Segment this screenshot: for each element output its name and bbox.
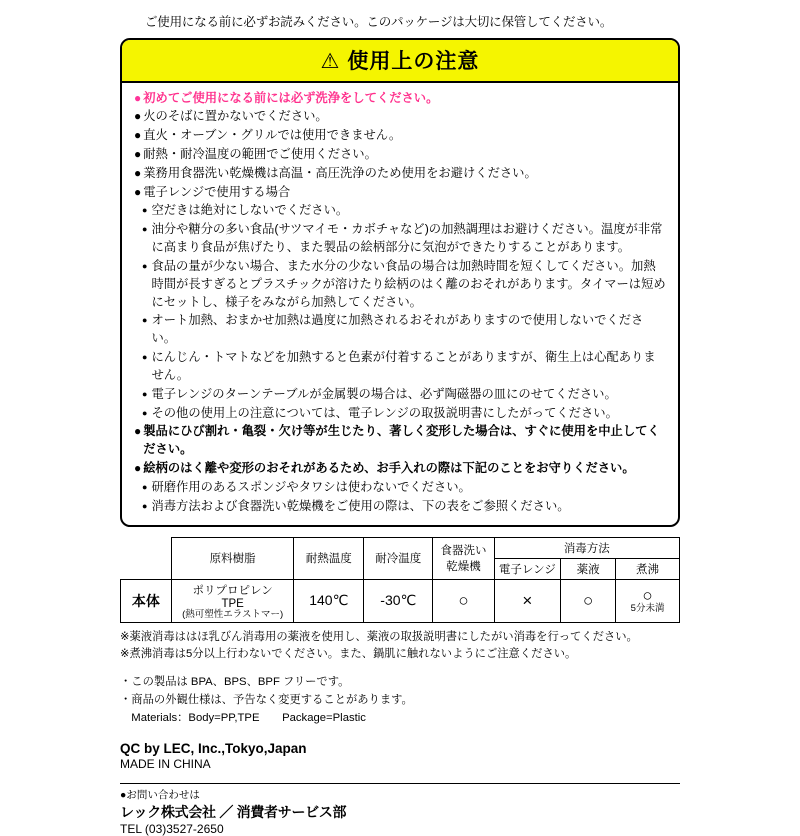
bullet-icon: ● bbox=[134, 109, 142, 124]
list-item-sub bbox=[134, 498, 666, 516]
list-item-text: 製品にひび割れ・亀裂・欠け等が生じたり、著しく変形した場合は、すぐに使用を中止してください。 bbox=[143, 424, 660, 457]
spec-table bbox=[120, 537, 680, 623]
col-chemical: 薬液 bbox=[561, 558, 616, 579]
list-item-text: 絵柄のはく離や変形のおそれがあるため、お手入れの際は下記のことをお守りください。 bbox=[143, 461, 635, 476]
col-dishwasher: 食器洗い 乾燥機 bbox=[433, 537, 494, 579]
list-item-text: オート加熱、おまかせ加熱は過度に加熱されるおそれがありますので使用しないでください。 bbox=[151, 313, 644, 346]
list-item-sub bbox=[134, 386, 666, 404]
cell-boil-mark: ○ bbox=[642, 586, 653, 606]
bullet-small-icon: ● bbox=[142, 500, 148, 511]
list-item-text: 消毒方法および食器洗い乾燥機をご使用の際は、下の表をご参照ください。 bbox=[151, 498, 570, 513]
cell-material bbox=[171, 579, 294, 622]
footnote-item: ※煮沸消毒は5分以上行わないでください。また、鍋肌に触れないようにご注意ください。 bbox=[120, 647, 577, 660]
spec-table-wrap bbox=[120, 537, 680, 623]
made-in-line: MADE IN CHINA bbox=[120, 757, 211, 772]
cell-boil-note: 5分未満 bbox=[630, 603, 665, 615]
table-header-row bbox=[121, 537, 680, 558]
note-item: ・商品の外観仕様は、予告なく変更することがあります。 bbox=[120, 693, 413, 706]
row-label-body: 本体 bbox=[121, 579, 172, 622]
list-item-text: 研磨作用のあるスポンジやタワシは使わないでください。 bbox=[151, 479, 471, 494]
bullet-small-icon: ● bbox=[142, 481, 148, 492]
note-item-materials: Materials：Body=PP,TPE Package=Plastic bbox=[120, 711, 366, 724]
notice-list bbox=[122, 83, 678, 516]
col-cold: 耐冷温度 bbox=[364, 537, 433, 579]
col-microwave: 電子レンジ bbox=[494, 558, 561, 579]
footnote-item: ※薬液消毒ははほ乳びん消毒用の薬液を使用し、薬液の取扱説明書にしたがい消毒を行ってください。 bbox=[120, 630, 638, 643]
list-item-text: 空だきは絶対にしないでください。 bbox=[151, 203, 349, 218]
list-item-sub bbox=[134, 479, 666, 497]
notice-header: ⚠ 使用上の注意 bbox=[122, 40, 678, 83]
cell-dishwasher: ○ bbox=[433, 579, 494, 622]
notice-box bbox=[120, 38, 680, 527]
bullet-small-icon: ● bbox=[142, 407, 148, 418]
list-item-text: 油分や糖分の多い食品(サツマイモ・カボチャなど)の加熱調理はお避けください。温度が非常に高まり食品が焦げたり、また製品の絵柄部分に気泡ができたりすることがあります。 bbox=[151, 222, 663, 255]
bullet-small-icon: ● bbox=[142, 315, 148, 326]
bullet-icon: ● bbox=[134, 184, 142, 199]
cell-boil bbox=[616, 579, 680, 622]
cell-heat: 140℃ bbox=[294, 579, 364, 622]
list-item-sub bbox=[134, 349, 666, 385]
bullet-small-icon: ● bbox=[142, 260, 148, 271]
bullet-small-icon: ● bbox=[142, 352, 148, 363]
list-item bbox=[134, 460, 666, 478]
col-heat: 耐熱温度 bbox=[294, 537, 364, 579]
list-item bbox=[134, 423, 666, 459]
spacer-cell bbox=[121, 537, 172, 579]
contact-company: レック株式会社 ／ 消費者サービス部 bbox=[120, 804, 347, 821]
list-item-text: にんじん・トマトなどを加熱すると色素が付着することがありますが、衛生上は心配ありません。 bbox=[151, 350, 656, 382]
list-item-text: 業務用食器洗い乾燥機は高温・高圧洗浄のため使用をお避けください。 bbox=[143, 165, 537, 180]
top-note: ご使用になる前に必ずお読みください。このパッケージは大切に保管してください。 bbox=[145, 15, 613, 29]
list-item bbox=[134, 184, 666, 202]
cell-microwave: × bbox=[494, 579, 561, 622]
col-sterilize-group: 消毒方法 bbox=[494, 537, 679, 558]
bullet-icon: ● bbox=[134, 424, 142, 439]
col-material: 原料樹脂 bbox=[171, 537, 294, 579]
list-item-sub bbox=[134, 202, 666, 220]
list-item-sub bbox=[134, 221, 666, 257]
bullet-icon: ● bbox=[134, 461, 142, 476]
col-boil: 煮沸 bbox=[616, 558, 680, 579]
list-item-sub bbox=[134, 312, 666, 348]
list-item-text: 直火・オーブン・グリルでは使用できません。 bbox=[143, 128, 402, 143]
list-item bbox=[134, 108, 666, 126]
bullet-icon: ● bbox=[134, 128, 142, 143]
list-item-sub bbox=[134, 405, 666, 423]
bullet-icon: ● bbox=[134, 165, 142, 180]
bullet-icon: ● bbox=[134, 146, 142, 161]
table-row bbox=[121, 579, 680, 622]
list-item bbox=[134, 146, 666, 164]
brand-block bbox=[120, 741, 680, 771]
list-item-text: 電子レンジで使用する場合 bbox=[143, 184, 291, 199]
list-item-text: 初めてご使用になる前には必ず洗浄をしてください。 bbox=[143, 90, 439, 105]
secondary-notes bbox=[120, 673, 680, 727]
contact-tel: TEL (03)3527-2650 bbox=[120, 822, 224, 836]
cell-cold: -30℃ bbox=[364, 579, 433, 622]
cell-chemical: ○ bbox=[561, 579, 616, 622]
bullet-small-icon: ● bbox=[142, 205, 148, 216]
list-item-text: 火のそばに置かないでください。 bbox=[143, 109, 328, 124]
qc-line: QC by LEC, Inc.,Tokyo,Japan bbox=[120, 741, 307, 757]
bullet-pink-icon: ● bbox=[134, 90, 142, 105]
material-line-2: TPE bbox=[221, 597, 244, 610]
list-item-sub bbox=[134, 258, 666, 311]
bullet-small-icon: ● bbox=[142, 388, 148, 399]
note-item: ・この製品は BPA、BPS、BPF フリーです。 bbox=[120, 675, 350, 688]
list-item-text: 食品の量が少ない場合、また水分の少ない食品の場合は加熱時間を短くしてください。加熱時間が長すぎるとプラスチックが溶けたり絵柄のはく離のおそれがあります。タイマーは短めにセットし、様子をみながら加熱してください。 bbox=[151, 258, 666, 309]
list-item bbox=[134, 165, 666, 183]
footnotes bbox=[120, 629, 680, 663]
list-item-text: その他の使用上の注意については、電子レンジの取扱説明書にしたがってください。 bbox=[151, 405, 618, 420]
list-item bbox=[134, 90, 666, 108]
bullet-small-icon: ● bbox=[142, 224, 148, 235]
contact-block bbox=[120, 783, 680, 836]
contact-header: ●お問い合わせは bbox=[120, 789, 200, 802]
material-line-3: (熱可塑性エラストマー) bbox=[182, 608, 284, 620]
list-item bbox=[134, 127, 666, 145]
list-item-text: 電子レンジのターンテーブルが金属製の場合は、必ず陶磁器の皿にのせてください。 bbox=[151, 386, 617, 401]
material-line-1: ポリプロピレン bbox=[192, 584, 273, 597]
list-item-text: 耐熱・耐冷温度の範囲でご使用ください。 bbox=[143, 146, 377, 161]
